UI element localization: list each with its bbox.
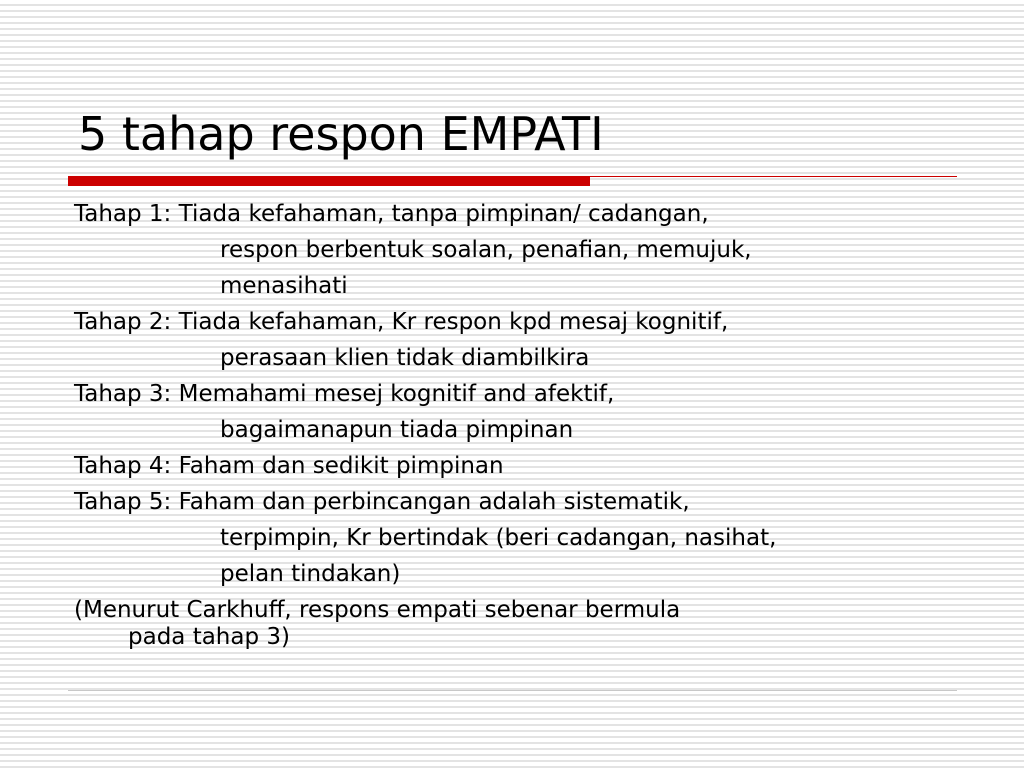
stage-1-continuation: menasihati [220, 273, 348, 299]
title-underline-thin [590, 176, 957, 177]
carkhuff-note [74, 592, 974, 652]
stage-2-label: Tahap 2: Tiada kefahaman, Kr respon kpd mesaj kognitif, [74, 309, 729, 335]
stage-5-continuation: pelan tindakan) [220, 561, 401, 587]
title-underline [68, 176, 957, 186]
slide-title: 5 tahap respon EMPATI [78, 107, 604, 161]
stage-1-label: Tahap 1: Tiada kefahaman, tanpa pimpinan/ cadangan, [74, 201, 709, 227]
stage-3-continuation: bagaimanapun tiada pimpinan [220, 417, 574, 443]
note-line-2: pada tahap 3) [128, 624, 290, 650]
footer-divider [68, 690, 957, 691]
stage-1-continuation: respon berbentuk soalan, penafian, memujuk, [220, 237, 752, 263]
title-underline-thick [68, 176, 590, 186]
stage-4-label: Tahap 4: Faham dan sedikit pimpinan [74, 453, 504, 479]
stages-list [74, 196, 974, 652]
note-line-1: (Menurut Carkhuff, respons empati sebenar bermula [74, 597, 681, 623]
stage-3-label: Tahap 3: Memahami mesej kognitif and afektif, [74, 381, 615, 407]
stage-5-continuation: terpimpin, Kr bertindak (beri cadangan, nasihat, [220, 525, 777, 551]
stage-2-continuation: perasaan klien tidak diambilkira [220, 345, 590, 371]
stage-5-label: Tahap 5: Faham dan perbincangan adalah sistematik, [74, 489, 690, 515]
